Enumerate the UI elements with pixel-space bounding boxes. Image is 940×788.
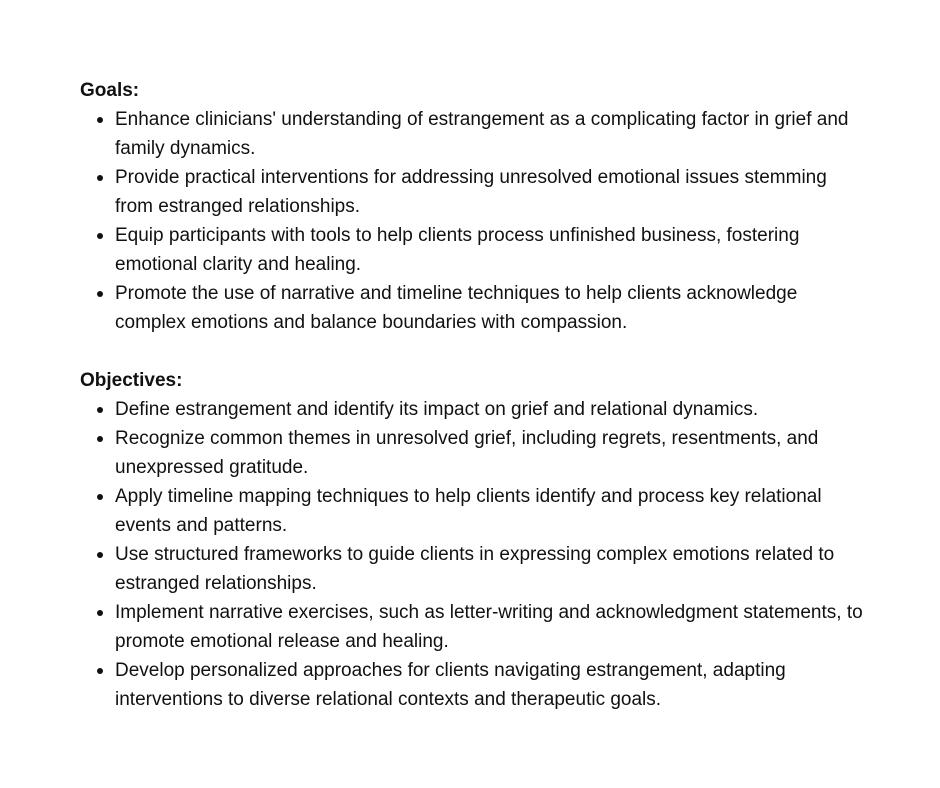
goal-item: Promote the use of narrative and timeline techniques to help clients acknowledge complex emotions and balance boundaries with compassion. xyxy=(115,279,870,337)
objectives-heading: Objectives: xyxy=(80,370,183,391)
goal-item: Enhance clinicians' understanding of estrangement as a complicating factor in grief and family dynamics. xyxy=(115,105,870,163)
objective-item: Define estrangement and identify its impact on grief and relational dynamics. xyxy=(115,395,870,424)
section-spacer xyxy=(80,337,870,366)
objective-item: Apply timeline mapping techniques to help clients identify and process key relational events and patterns. xyxy=(115,482,870,540)
objective-item: Use structured frameworks to guide clients in expressing complex emotions related to estranged relationships. xyxy=(115,540,870,598)
goals-list xyxy=(80,105,870,337)
objective-item: Develop personalized approaches for clients navigating estrangement, adapting interventions to diverse relational contexts and therapeutic goals. xyxy=(115,656,870,714)
goal-item: Provide practical interventions for addressing unresolved emotional issues stemming from estranged relationships. xyxy=(115,163,870,221)
objective-item: Recognize common themes in unresolved grief, including regrets, resentments, and unexpressed gratitude. xyxy=(115,424,870,482)
objectives-list xyxy=(80,395,870,714)
goal-item: Equip participants with tools to help clients process unfinished business, fostering emotional clarity and healing. xyxy=(115,221,870,279)
goals-heading: Goals: xyxy=(80,80,140,101)
document-body xyxy=(80,76,870,714)
objective-item: Implement narrative exercises, such as letter-writing and acknowledgment statements, to promote emotional release and healing. xyxy=(115,598,870,656)
